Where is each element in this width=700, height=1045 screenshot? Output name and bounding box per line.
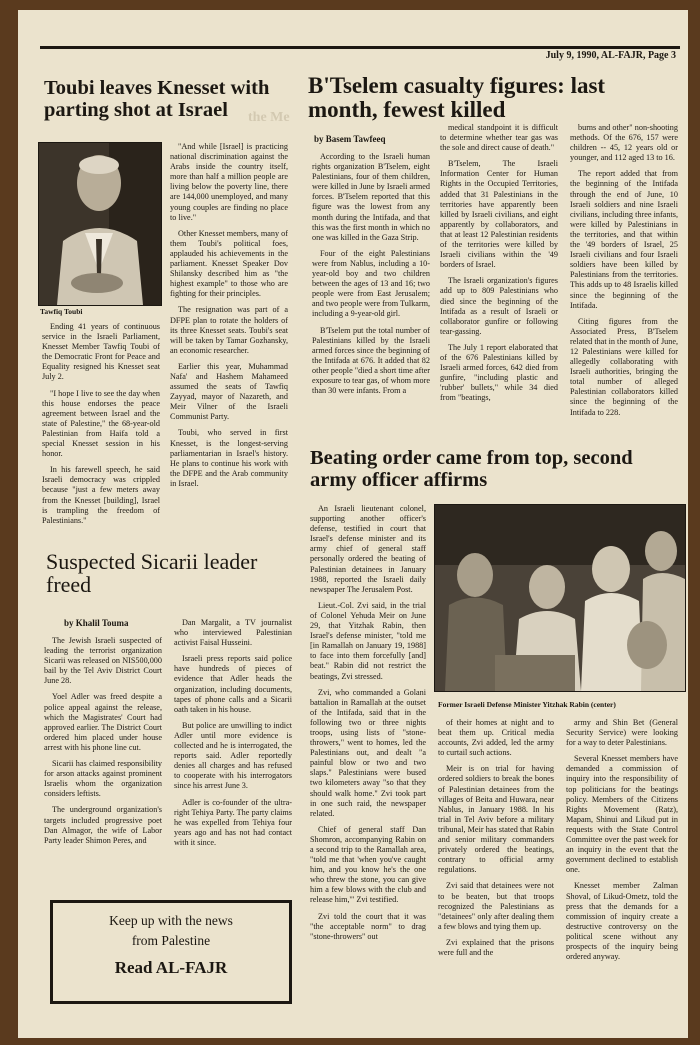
paragraph: But police are unwilling to indict Adler until more evidence is collected and he is interrogated, the reports said. Adler reportedly denies all charges and has refused to cooperate with his interrogators since his arrest June 3. [174,720,292,791]
btselem-col-1 [312,152,430,402]
paragraph: Toubi, who served in first Knesset, is the longest-serving parliamentarian in Israel's history. He plans to continue his work with the DFPE and the Arab community in Israel. [170,428,288,488]
paragraph: Zvi, who commanded a Golani battalion in Ramallah at the outset of the Intifada, said that in the following two or three nights troops, using lists of "stone-throwers," went to homes, led the Palestinians out, and dealt "a painful blow or two and two slaps." Palestinians were bused two kilometers away "so that they should walk home." Zvi took part in one such raid, the newspaper related. [310,687,426,818]
paragraph: Chief of general staff Dan Shomron, accompanying Rabin on a second trip to the Ramallah area, "told me that 'when you've caught him, and you know he's the one who threw the stone, you can give him a few blows with the club and release him,'" Zvi testified. [310,824,426,905]
paragraph: Yoel Adler was freed despite a police appeal against the release, which the Magistrates' Court had approved earlier. The District Court ordered him placed under house arrest with his phone line cut. [44,692,162,752]
paragraph: The July 1 report elaborated that of the 676 Palestinians killed by Israeli armed forces, 642 died from gunfire, "including plastic and 'rubber' bullets," while 34 died from "beatings, [440,342,558,403]
paragraph: In his farewell speech, he said Israeli democracy was crippled because "just a few meters away from the Knesset [building], Israel is trampling the freedom of Palestinians." [42,465,160,525]
toubi-headline: Toubi leaves Knesset with parting shot at Israel [44,77,270,121]
paragraph: B'Tselem, The Israeli Information Center for Human Rights in the Occupied Territories, added that 31 Palestinians in the territories have apparently been killed by Israeli civilians, and eight apparently by collaborators, and that at least 12 Palestinian residents of the territories were killed by Israeli civilians within the '49 borders of Israel. [440,159,558,270]
paragraph: army and Shin Bet (General Security Service) were looking for a way to deter Palestinians. [566,718,678,748]
paragraph: burns and other" non-shooting methods. Of the 676, 157 were children -- 45, 12 years old or younger, and 112 aged 13 to 16. [570,123,678,163]
paragraph: Adler is co-founder of the ultra-right Tehiya Party. The party claims he was expelled from Tehiya four years ago and has not had contact with it since. [174,797,292,847]
ad-line-1: Keep up with the news [109,913,233,928]
paragraph: Zvi explained that the prisons were full and the [438,937,554,957]
paragraph: medical standpoint it is difficult to determine whether tear gas was the sole and direct cause of death." [440,123,558,153]
paragraph: Lieut.-Col. Zvi said, in the trial of Colonel Yehuda Meir on June 29, that Yitzhak Rabin, then Israel's defense minister, "told me [in Ramallah on January 19, 1988] to face into them forcefully [and] beat." Rabin did not restrict the beatings, Zvi stressed. [310,600,426,681]
btselem-headline: B'Tselem casualty figures: last month, fewest killed [308,73,606,123]
paragraph: "And while [Israel] is practicing national discrimination against the Arabs inside the country itself, more than half a million people are living below the poverty line, there are 144,000 unemployed, and many young couples are finding no place to live." [170,142,288,222]
btselem-byline: by Basem Tawfeeq [314,134,386,144]
sicarii-headline: Suspected Sicarii leader freed [46,549,258,598]
toubi-col-right [170,142,288,495]
btselem-col-3 [570,123,678,424]
paragraph: Meir is on trial for having ordered soldiers to break the bones of Palestinian detainees from the villages of Beita and Huwara, near Nablus, in January 1988. In his trial in Tel Aviv before a military tribunal, Meir has stated that Rabin and senior military commanders privately ordered the beatings, contrary to official army regulations. [438,764,554,875]
ad-line-2: from Palestine [131,933,211,948]
paragraph: Zvi told the court that it was "the acceptable norm" to drag "stone-throwers" out [310,911,426,941]
paragraph: Four of the eight Palestinians were from Nablus, including a 10-year-old boy and two children between the ages of 13 and 16; two people were from East Jerusalem; and two people were from Tulkarm, including a 9-year-old girl. [312,248,430,319]
paragraph: The report added that from the beginning of the Intifada through the end of June, 10 Israeli soldiers and nine Israeli civilians, including three infants, were killed by Palestinians in the territories, and that within the '49 borders of Israel, 25 Israeli civilians and four Israeli soldiers have been killed by Palestinians from the territories. This adds up to 48 Israelis killed since the beginning of the Intifada. [570,169,678,310]
group-photo-icon [435,505,685,691]
paragraph: According to the Israeli human rights organization B'Tselem, eight Palestinians, four of them children, were killed in June by Israeli armed forces. B'Tselem reported that this figure was the lowest from any month during the Intifada, and that this was the first month in which no one was killed in the Gaza Strip. [312,152,430,242]
paragraph: Knesset member Zalman Shoval, of Likud-Ometz, told the press that the demands for a commission of inquiry create a destructive controversy on the political scene without any prospects of the inquiry being ordered anyway. [566,881,678,962]
ad-line-3: Read AL-FAJR [114,958,228,977]
paragraph: Israeli press reports said police have hundreds of pieces of evidence that Adler heads the organization, including documents, tapes of phone calls and a Sicarii oath taken in his house. [174,654,292,714]
paragraph: Sicarii has claimed responsibility for arson attacks against prominent Israelis whom the organization considers leftists. [44,759,162,799]
top-rule [40,46,680,49]
paragraph: B'Tselem put the total number of Palestinians killed by the Israeli armed forces since the beginning of the Intifada at 676. It added that 82 other people "died a short time after exposure to tear gas, of whom more than 30 were infants. From a [312,325,430,396]
rabin-photo-caption: Former Israeli Defense Minister Yitzhak Rabin (center) [438,700,616,709]
paragraph: The Israeli organization's figures add up to 809 Palestinians who died since the beginning of the Intifada as a result of Israeli or collaborator gunfire or following tear-gassing. [440,276,558,336]
paragraph: Earlier this year, Muhammad Nafa' and Hashem Mahameed assumed the seats of Tawfiq Zayyad, mayor of Nazareth, and Meir Vilner of the Israeli Communist Party. [170,361,288,422]
beating-headline: Beating order came from top, second army officer affirms [310,447,633,491]
toubi-photo [38,142,162,306]
paragraph: Zvi said that detainees were not to be beaten, but that troops recognized the Palestinians as "detainees" only after dealing them a few blows and tying them up. [438,881,554,931]
paragraph: "I hope I live to see the day when this house endorses the peace agreement between Israel and the state of Palestine," the 68-year-old Palestinian from Haifa told a special Knesset session in his honor. [42,388,160,459]
paragraph: The Jewish Israeli suspected of leading the terrorist organization Sicarii was released on NIS500,000 bail by the Tel Aviv District Court June 28. [44,636,162,686]
paragraph: Other Knesset members, many of them Toubi's political foes, applauded his achievements in the parliament. Knesset Speaker Dov Shilansky described him as "the highest example" to those who are fighting for their principles. [170,228,288,299]
paragraph: The underground organization's targets included progressive poet Dan Almagor, the wife of Labor Party leader Shimon Peres, and [44,805,162,845]
paragraph: An Israeli lieutenant colonel, supporting another officer's defense, testified in court that Israel's defense minister and its army chief of general staff personally ordered the beating of Palestinian detainees in January 1988, reported the Israeli daily newspaper The Jerusalem Post. [310,504,426,594]
paragraph: Citing figures from the Associated Press, B'Tselem related that in the month of June, 12 Palestinians were killed for allegedly collaborating with Israeli authorities, bringing the total number of alleged Palestinian collaborators killed since the beginning of the Intifada to 228. [570,316,679,417]
paragraph: Ending 41 years of continuous service in the Israeli Parliament, Knesset Member Tawfiq Toubi of the Democratic Front for Peace and Equality resigned his Knesset seat July 2. [42,322,160,382]
toubi-photo-caption: Tawfiq Toubi [40,307,83,316]
beating-col-1 [310,504,426,948]
subscription-ad [50,900,292,1004]
rabin-photo [434,504,686,692]
paragraph: of their homes at night and to beat them up. Critical media accounts, Zvi added, led the army to curtail such actions. [438,718,554,758]
sicarii-byline: by Khalil Touma [64,618,129,628]
ghost-text: the Me [248,110,290,125]
dateline: July 9, 1990, AL-FAJR, Page 3 [545,50,676,61]
sicarii-col-2 [174,618,292,854]
btselem-col-2 [440,123,558,409]
newspaper-page [18,10,688,1038]
paragraph: The resignation was part of a DFPE plan to rotate the holders of its three Knesset seats. Toubi's seat will be taken by Tamar Gozhansky, an economic researcher. [170,305,288,355]
beating-col-3 [566,718,678,968]
paragraph: Dan Margalit, a TV journalist who interviewed Palestinian activist Faisal Husseini. [174,618,292,648]
beating-col-2 [438,718,554,964]
sicarii-col-1 [44,636,162,852]
toubi-col-left [42,322,160,532]
portrait-photo-icon [39,143,161,305]
paragraph: Several Knesset members have demanded a commission of inquiry into the responsibility of top politicians for the beatings policy. Members of the Citizens Rights Movement (Ratz), Mapam, Shinui and Likud put in requests with the State Control Committee over the past week for an inquiry in the event that the government declined to establish one. [566,754,678,875]
